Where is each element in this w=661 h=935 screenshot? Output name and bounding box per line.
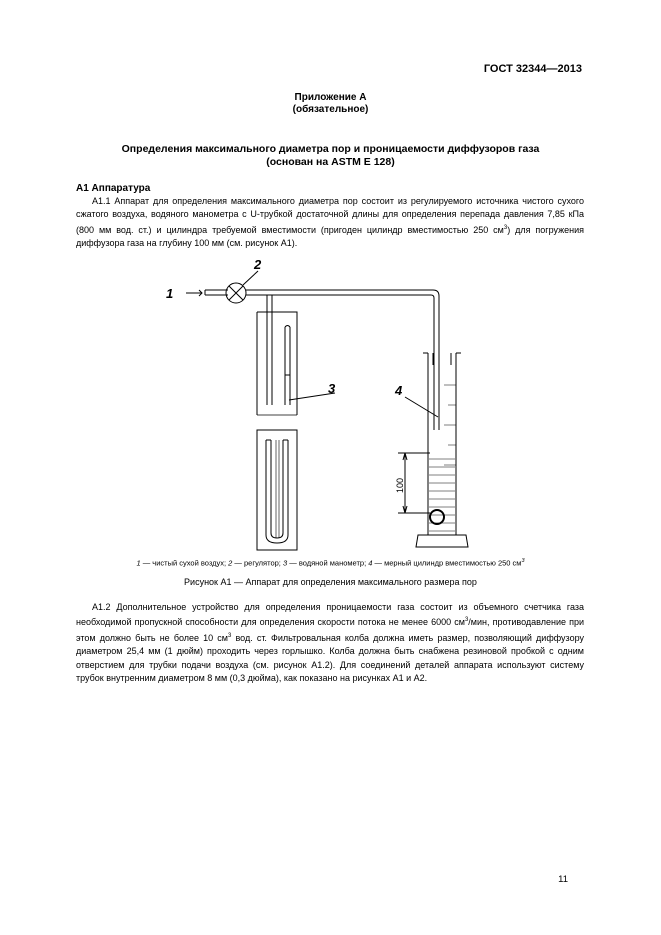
legend-superscript: 3 <box>521 558 525 564</box>
appendix-title: Приложение А <box>294 92 367 103</box>
section-title-line2: (основан на ASTM E 128) <box>266 156 395 168</box>
superscript: 3 <box>503 224 508 231</box>
figure-legend <box>0 558 661 568</box>
legend-text-2: — регулятор; <box>232 558 283 568</box>
legend-text-1: — чистый сухой воздух; <box>140 558 229 568</box>
callout-4: 4 <box>395 383 403 398</box>
legend-num-4: 4 <box>368 558 373 568</box>
gas-diffuser <box>430 510 444 524</box>
paragraph-a1-1-text: А1.1 Аппарат для определения максимального диаметра пор состоит из регулируемого источника чистого сухого сжатого воздуха, водяного манометра с U-трубкой достаточной длины для определения перепада давления 7,85 кПа (800 мм вод. ст.) и цилиндра требуемой вместимости (пригоден цилиндр вместимостью 250 см <box>76 196 584 235</box>
section-title-line1: Определения максимального диаметра пор и проницаемости диффузоров газа <box>121 143 540 155</box>
callout-4-leader <box>405 397 438 417</box>
section-heading-a1: А1 Аппаратура <box>76 183 151 194</box>
paragraph-a1-1 <box>76 195 584 251</box>
legend-num-3: 3 <box>282 558 288 568</box>
figure-apparatus-diagram <box>150 255 590 555</box>
callout-2-leader <box>243 271 258 285</box>
callout-2: 2 <box>254 257 262 272</box>
figure-caption: Рисунок А1 — Аппарат для определения максимального размера пор <box>184 577 477 587</box>
document-code: ГОСТ 32344—2013 <box>483 63 582 75</box>
page-number: 11 <box>558 874 568 885</box>
legend-text-4: — мерный цилиндр вместимостью 250 см <box>372 558 522 568</box>
water-level-hatching <box>429 459 455 531</box>
callout-1: 1 <box>166 286 174 301</box>
legend-text-3: — водяной манометр; <box>287 558 369 568</box>
paragraph-a1-2-text-b: /мин, противодавление при этом должно быть не более 10 см <box>76 617 584 643</box>
paragraph-a1-1-end: ) для погружения диффузора газа на глубину 100 мм (см. рисунок А1). <box>76 224 584 249</box>
dimension-label-100: 100 <box>395 477 405 493</box>
air-supply-pipe <box>246 290 439 430</box>
paragraph-a1-2-text-c: вод. ст. Фильтровальная колба должна иметь размер, позволяющий диффузору диаметром 25,4 мм (1 дюйм) проходить через горлышко. Колба должна быть снабжена резиновой пробкой с одним отверстием для трубки подачи воздуха (см. рисунок А1.2). Для соединений деталей аппарата используют систему трубок внутренним диаметром 8 мм (0,3 дюйма), как показано на рисунках А1 и А2. <box>76 632 584 684</box>
appendix-status: (обязательное) <box>292 104 369 115</box>
paragraph-a1-2-text-a: А1.2 Дополнительное устройство для определения проницаемости газа состоит из объемного счетчика газа необходимой пропускной способности для определения скорости потока не менее 6000 см <box>76 602 584 628</box>
air-inlet-pipe <box>205 290 228 295</box>
legend-num-1: 1 <box>136 558 141 568</box>
measuring-cylinder <box>428 353 456 535</box>
callout-3: 3 <box>328 381 336 396</box>
legend-num-2: 2 <box>228 558 233 568</box>
superscript: 3 <box>227 632 232 639</box>
paragraph-a1-2 <box>76 601 584 685</box>
superscript: 3 <box>464 617 469 624</box>
